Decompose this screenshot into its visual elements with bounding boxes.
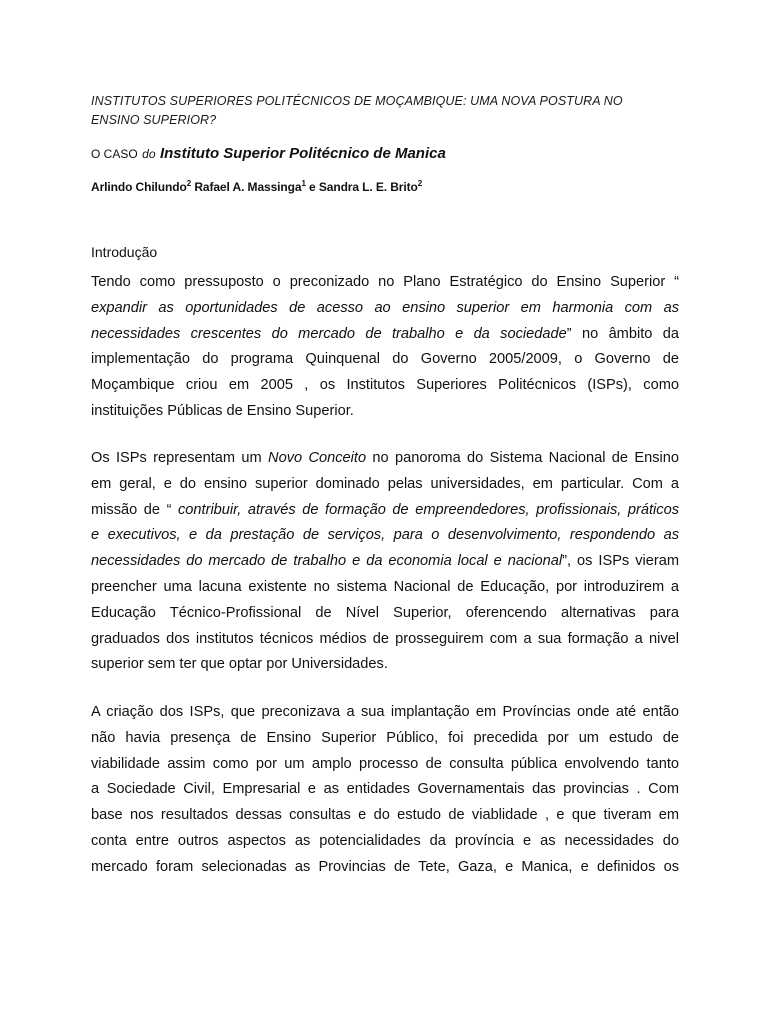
paragraph-line — [91, 498, 679, 524]
paragraph-3 — [91, 700, 679, 881]
text-fragment: Os ISPs representam um — [91, 450, 269, 466]
author-2-affiliation: 1 — [301, 179, 306, 188]
paragraph-line: conta entre outros aspectos as potencialidades da província e as necessidades do — [91, 832, 679, 849]
author-3-affiliation: 2 — [417, 179, 423, 188]
case-subtitle — [91, 145, 446, 163]
quote-fragment: contribuir, através de formação de empreendedores, profissionais, práticos — [178, 501, 680, 518]
paragraph-line — [91, 322, 679, 348]
paragraph-line: e executivos, e da prestação de serviços, para o desenvolvimento, respondendo as — [91, 527, 679, 544]
author-3: Sandra L. E. Brito — [318, 180, 418, 194]
paragraph-line: graduados dos institutos técnicos médios de prosseguirem com a sua formação a nivel — [91, 630, 679, 647]
section-heading: Introdução — [91, 244, 158, 260]
paragraph-1 — [91, 270, 679, 425]
paragraph-line: Educação Técnico-Profissional de Nível Superior, oferencendo alternativas para — [91, 604, 679, 621]
paragraph-line — [91, 549, 679, 575]
author-1: Arlindo Chilundo — [91, 180, 187, 194]
text-fragment: no panoroma do Sistema Nacional de Ensino — [366, 450, 679, 466]
paragraph-2 — [91, 446, 679, 678]
paragraph-line: Moçambique criou em 2005 , os Institutos Superiores Politécnicos (ISPs), como — [91, 377, 679, 394]
paragraph-line: expandir as oportunidades de acesso ao ensino superior em harmonia com as — [91, 299, 679, 316]
paragraph-line: instituições Públicas de Ensino Superior. — [91, 402, 354, 419]
paragraph-line: base nos resultados dessas consultas e do estudo de viablidade , e que tiveram em — [91, 807, 679, 824]
emphasis-fragment: Novo Conceito — [268, 450, 367, 466]
case-do: do — [142, 147, 156, 161]
authors-line — [91, 180, 422, 194]
paragraph-line: viabilidade assim como por um amplo processo de consulta pública envolvendo tanto — [91, 755, 679, 772]
document-title: INSTITUTOS SUPERIORES POLITÉCNICOS DE MOÇAMBIQUE: UMA NOVA POSTURA NO ENSINO SUPERIOR? — [91, 94, 623, 127]
paragraph-line: mercado foram selecionadas as Provincias de Tete, Gaza, e Manica, e definidos os — [91, 858, 679, 875]
case-prefix: O CASO — [91, 147, 138, 161]
quote-fragment: necessidades crescentes do mercado de trabalho e da sociedade — [91, 325, 567, 342]
text-fragment: ” no âmbito da — [566, 325, 679, 342]
paragraph-line: preencher uma lacuna existente no sistema Nacional de Educação, por introduzirem a — [91, 578, 679, 595]
paragraph-line: superior sem ter que optar por Universidades. — [91, 656, 388, 673]
paragraph-line: em geral, e do ensino superior dominado pelas universidades, em particular. Com a — [91, 475, 679, 492]
author-2: Rafael A. Massinga — [194, 180, 302, 194]
quote-fragment: necessidades do mercado de trabalho e da economia local e nacional — [91, 553, 563, 570]
paragraph-line: não havia presença de Ensino Superior Público, foi precedida por um estudo de — [91, 729, 679, 746]
paragraph-line: A criação dos ISPs, que preconizava a sua implantação em Províncias onde até então — [91, 704, 679, 720]
paragraph-line — [91, 446, 679, 472]
paragraph-line: Tendo como pressuposto o preconizado no Plano Estratégico do Ensino Superior “ — [91, 274, 679, 290]
paragraph-line: a Sociedade Civil, Empresarial e as entidades Governamentais das provincias . Com — [91, 781, 679, 798]
text-fragment: ”, os ISPs vieram — [562, 553, 679, 570]
text-fragment: missão de “ — [91, 501, 178, 518]
author-joiner: e — [309, 180, 316, 194]
author-1-affiliation: 2 — [186, 179, 192, 188]
paragraph-line: implementação do programa Quinquenal do Governo 2005/2009, o Governo de — [91, 351, 679, 368]
case-institution-name: Instituto Superior Politécnico de Manica — [159, 145, 446, 162]
